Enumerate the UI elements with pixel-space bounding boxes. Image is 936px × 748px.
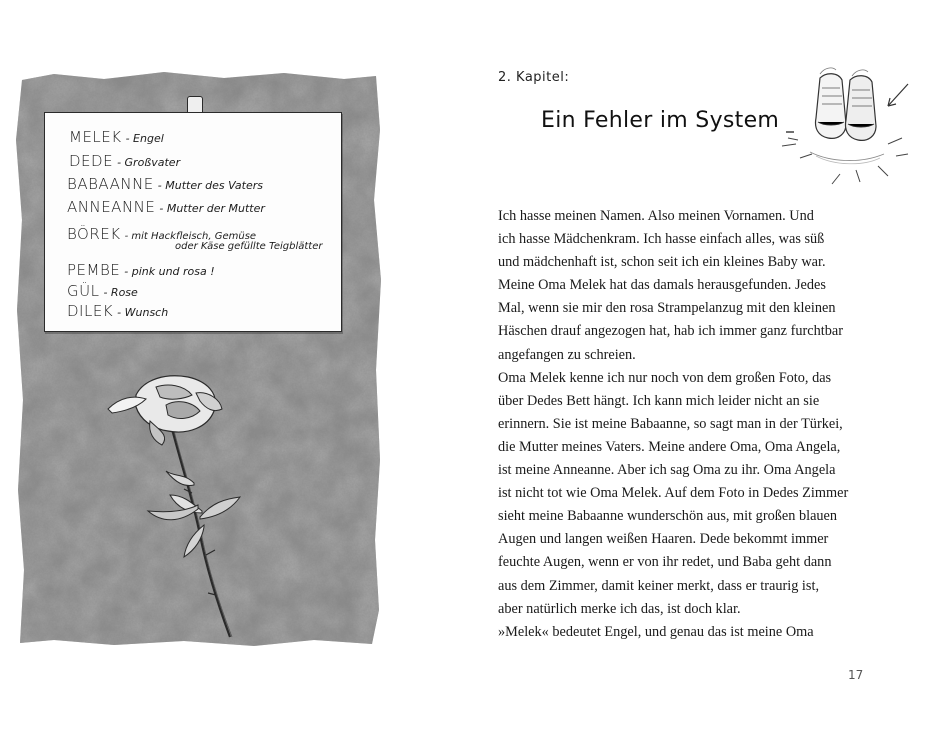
note-item-melek [69,129,164,145]
note-word: MELEK [69,128,122,146]
note-word: ANNEANNE [67,198,156,216]
note-meaning: - Mutter der Mutter [159,202,265,215]
body-line: angefangen zu schreien. [498,346,636,363]
chapter-label: 2. Kapitel: [498,70,570,85]
note-meaning: - mit Hackfleisch, Gemüse [124,231,257,242]
note-word: BABAANNE [67,175,154,193]
note-word: PEMBE [67,261,121,279]
note-item-babaanne [67,176,263,192]
body-line: Häschen drauf angezogen hat, hab ich immer ganz furchtbar [498,323,843,340]
body-line: Mal, wenn sie mir den rosa Strampelanzug mit den kleinen [498,300,836,317]
body-line: Ich hasse meinen Namen. Also meinen Vornamen. Und [498,208,814,224]
note-word: GÜL [67,282,100,300]
note-meaning-continued: oder Käse gefüllte Teigblätter [175,241,323,252]
body-line: Meine Oma Melek hat das damals herausgefunden. Jedes [498,277,826,294]
note-item-borek [67,226,256,242]
note-item-dilek [67,303,168,319]
chapter-title: Ein Fehler im System [541,108,780,133]
note-meaning: - Großvater [117,156,181,169]
body-line: ist meine Anneanne. Aber ich sag Oma zu ihr. Oma Angela [498,462,836,479]
rose-icon [96,365,276,640]
note-item-dede [69,153,180,169]
note-meaning: - pink und rosa ! [124,265,215,278]
body-line: feuchte Augen, wenn er von ihr redet, und Baba geht dann [498,554,832,571]
note-word: BÖREK [67,225,121,243]
body-line: aus dem Zimmer, damit keiner merkt, dass er traurig ist, [498,577,820,594]
body-line: Augen und langen weißen Haaren. Dede bekommt immer [498,531,829,548]
body-line: und mädchenhaft ist, schon seit ich ein kleines Baby war. [498,254,826,271]
chapter-body-text [498,205,878,644]
note-word: DILEK [67,302,114,320]
body-line: über Dedes Bett hängt. Ich kann mich leider nicht an sie [498,392,820,409]
note-meaning: - Mutter des Vaters [157,179,263,192]
body-line: ich hasse Mädchenkram. Ich hasse einfach alles, was süß [498,231,825,248]
vocabulary-note-card [44,112,342,332]
body-line: aber natürlich merke ich das, ist doch klar. [498,600,741,617]
body-line: erinnern. Sie ist meine Babaanne, so sagt man in der Türkei, [498,415,843,432]
page-number: 17 [848,668,864,682]
note-meaning: - Rose [103,286,138,299]
note-item-gul [67,283,138,299]
sneakers-icon [780,66,915,186]
note-meaning: - Wunsch [117,306,169,319]
note-item-anneanne [67,199,265,215]
note-word: DEDE [69,152,114,170]
body-line: die Mutter meines Vaters. Meine andere Oma, Oma Angela, [498,438,841,455]
note-item-pembe [67,262,215,278]
note-meaning: - Engel [125,132,164,145]
body-line: ist nicht tot wie Oma Melek. Auf dem Foto in Dedes Zimmer [498,485,849,502]
body-line: sieht meine Babaanne wunderschön aus, mit großen blauen [498,508,838,525]
body-line: »Melek« bedeutet Engel, und genau das ist meine Oma [498,623,814,640]
body-line: Oma Melek kenne ich nur noch von dem großen Foto, das [498,369,832,386]
